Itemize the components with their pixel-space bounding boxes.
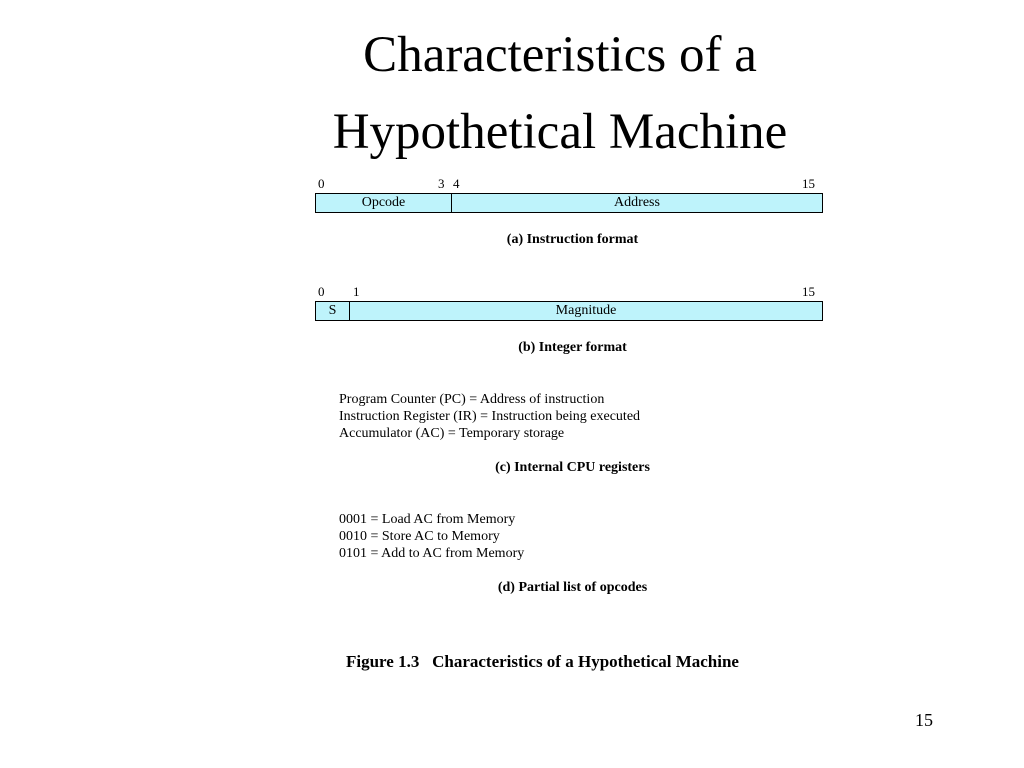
bit-label-15: 15 <box>802 176 815 191</box>
magnitude-field: Magnitude <box>349 302 822 320</box>
bit-label-3: 3 <box>438 176 445 191</box>
bit-label-0: 0 <box>318 176 325 191</box>
instruction-register-box <box>315 193 823 213</box>
integer-format-caption: (b) Integer format <box>518 340 627 355</box>
slide-title-line1: Characteristics of a <box>363 27 757 83</box>
opcode-line: 0010 = Store AC to Memory <box>339 529 500 544</box>
sign-field: S <box>328 303 337 318</box>
page-number: 15 <box>915 710 933 730</box>
register-list <box>339 391 640 442</box>
integer-register-box <box>315 301 823 321</box>
register-line: Instruction Register (IR) = Instruction being executed <box>339 409 641 424</box>
opcode-field: Opcode <box>361 195 406 210</box>
instruction-format-caption: (a) Instruction format <box>506 232 639 247</box>
bit-label-15: 15 <box>802 284 815 299</box>
address-field: Address <box>451 194 822 212</box>
bit-label-1: 1 <box>353 284 360 299</box>
bit-label-0: 0 <box>318 284 325 299</box>
figure-caption: Figure 1.3 Characteristics of a Hypothetical Machine <box>346 652 739 671</box>
bit-label-4: 4 <box>453 176 460 191</box>
opcode-line: 0101 = Add to AC from Memory <box>339 546 525 561</box>
opcodes-caption: (d) Partial list of opcodes <box>497 580 648 595</box>
cpu-registers-caption: (c) Internal CPU registers <box>495 460 650 475</box>
register-line: Accumulator (AC) = Temporary storage <box>339 426 565 441</box>
opcode-line: 0001 = Load AC from Memory <box>339 512 516 527</box>
register-line: Program Counter (PC) = Address of instruction <box>339 392 605 407</box>
slide-title-line2: Hypothetical Machine <box>332 104 788 160</box>
opcode-list <box>339 511 524 562</box>
